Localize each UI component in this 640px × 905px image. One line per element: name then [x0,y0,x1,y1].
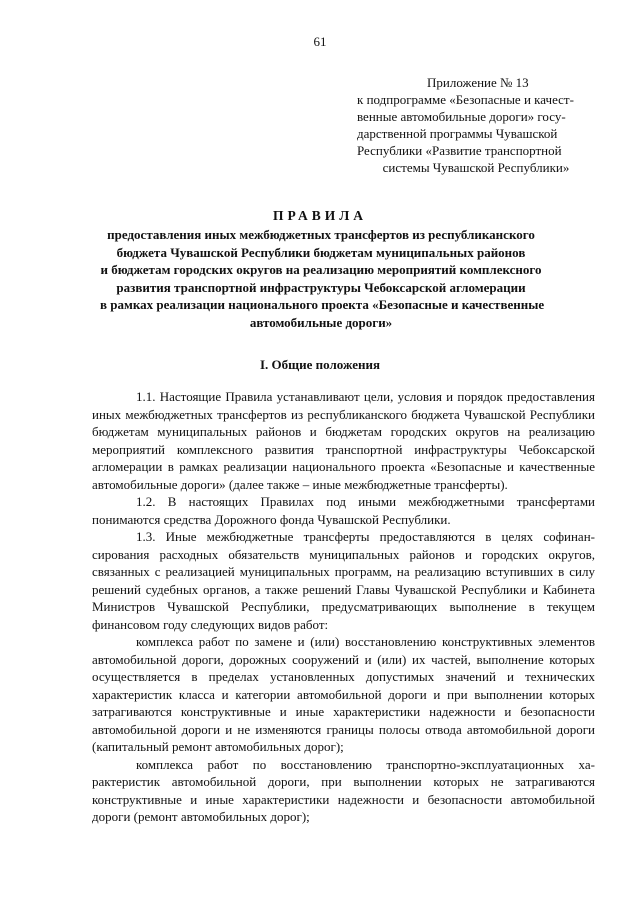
paragraph: 1.3. Иные межбюджетные трансферты предоставляются в целях софинансирования расходных обязательств муниципальных районов и городских округов, связанных с реализацией муниципальных программ, на реализацию вступивших в силу решений судебных органов, а также решений Главы Чувашской Республики и Кабинета Министров Чувашской Республики, предусматривающих выполнение в текущем финансовом году следующих видов работ: [92,529,595,632]
section-heading: I. Общие положения [260,357,380,372]
paragraph: 1.2. В настоящих Правилах под иными межбюджетными трансфертами понимаются средства Дорожного фонда Чувашской Республики. [92,494,595,527]
paragraph: комплекса работ по замене и (или) восстановлению конструктивных элементов автомобильной дороги, дорожных сооружений и (или) их частей, выполнение которых осуществляется в пределах установленных допустимых значений и технических характеристик класса и категории автомобильной дороги и при выполнении которых затрагиваются конструктивные и иные характеристики надежности и безопасности автомобильной дороги и не изменяются границы полосы отвода автомобильной дороги (капитальный ремонт автомобильных дорог); [92,634,595,754]
subtitle-line: предоставления иных межбюджетных трансфертов из республиканского [107,227,535,242]
subtitle-line: развития транспортной инфраструктуры Чебоксарской агломерации [116,279,526,295]
subtitle-line: бюджета Чувашской Республики бюджетам муниципальных районов [116,244,526,260]
subtitle-line: и бюджетам городских округов на реализацию мероприятий комплексного [100,262,542,277]
appendix-block [357,74,595,176]
appendix-line: Приложение № 13 [427,75,529,90]
subtitle-line: автомобильные дороги» [249,314,393,330]
appendix-line: системы Чувашской Республики» [382,160,570,175]
document-subtitle [100,226,545,331]
appendix-line: Республики «Развитие транспортной [357,143,562,158]
appendix-line: венные автомобильные дороги» госу- [357,109,566,124]
appendix-line: к подпрограмме «Безопасные и качест- [357,92,574,107]
subtitle-line: в рамках реализации национального проекта «Безопасные и качественные [100,297,545,312]
paragraph: комплекса работ по восстановлению транспортно-эксплуатационных характеристик автомобильной дороги, при выполнении которых не затрагиваются конструктивные и иные характеристики надежности и безопасности автомобильной дороги (ремонт автомобильных дорог); [92,756,595,824]
appendix-line: дарственной программы Чувашской [357,126,558,141]
document-body [92,388,595,826]
page-number: 61 [313,34,327,49]
document-title: ПРАВИЛА [272,208,368,223]
paragraph: 1.1. Настоящие Правила устанавливают цели, условия и порядок предоставления иных межбюджетных трансфертов из республиканского бюджета Чувашской Республики бюджетам муниципальных районов и бюджетам городских округов на реализацию мероприятий комплексного развития транспортной инфраструктуры Чебоксарской агломерации в рамках реализации национального проекта «Безопасные и качественные автомобильные дороги» (далее также – иные межбюджетные трансферты). [92,389,595,492]
